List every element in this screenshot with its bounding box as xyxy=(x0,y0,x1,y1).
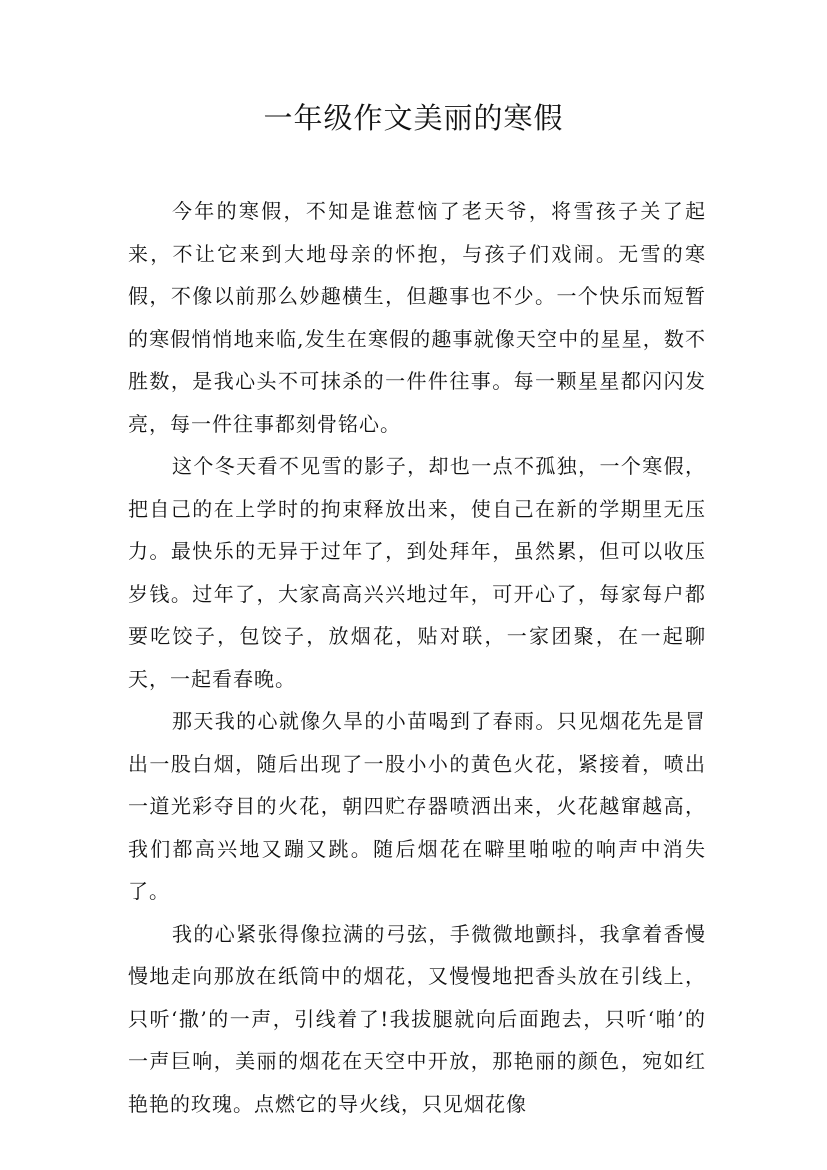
document-title: 一年级作文美丽的寒假 xyxy=(263,101,564,135)
paragraph-2: 这个冬天看不见雪的影子，却也一点不孤独，一个寒假，把自己的在上学时的拘束释放出来，使自己在新的学期里无压力。最快乐的无异于过年了，到处拜年，虽然累，但可以收压岁钱。过年了，大家高高兴兴地过年，可开心了，每家每户都要吃饺子，包饺子，放烟花，贴对联，一家团聚，在一起聊天，一起看春晚。 xyxy=(128,454,706,691)
paragraph-1: 今年的寒假，不知是谁惹恼了老天爷，将雪孩子关了起来，不让它来到大地母亲的怀抱，与孩子们戏闹。无雪的寒假，不像以前那么妙趣横生，但趣事也不少。一个快乐而短暂的寒假悄悄地来临,发生在寒假的趣事就像天空中的星星，数不胜数，是我心头不可抹杀的一件件往事。每一颗星星都闪闪发亮，每一件往事都刻骨铭心。 xyxy=(128,199,706,436)
paragraph-3: 那天我的心就像久旱的小苗喝到了春雨。只见烟花先是冒出一股白烟，随后出现了一股小小的黄色火花，紧接着，喷出一道光彩夺目的火花，朝四贮存器喷洒出来，火花越窜越高，我们都高兴地又蹦又跳。随后烟花在噼里啪啦的响声中消失了。 xyxy=(128,709,706,903)
document-body xyxy=(128,190,706,1125)
paragraph-4: 我的心紧张得像拉满的弓弦，手微微地颤抖，我拿着香慢慢地走向那放在纸筒中的烟花，又慢慢地把香头放在引线上，只听‘撒’的一声，引线着了!我拔腿就向后面跑去，只听‘啪’的一声巨响，美丽的烟花在天空中开放，那艳丽的颜色，宛如红艳艳的玫瑰。点燃它的导火线，只见烟花像 xyxy=(128,921,706,1116)
